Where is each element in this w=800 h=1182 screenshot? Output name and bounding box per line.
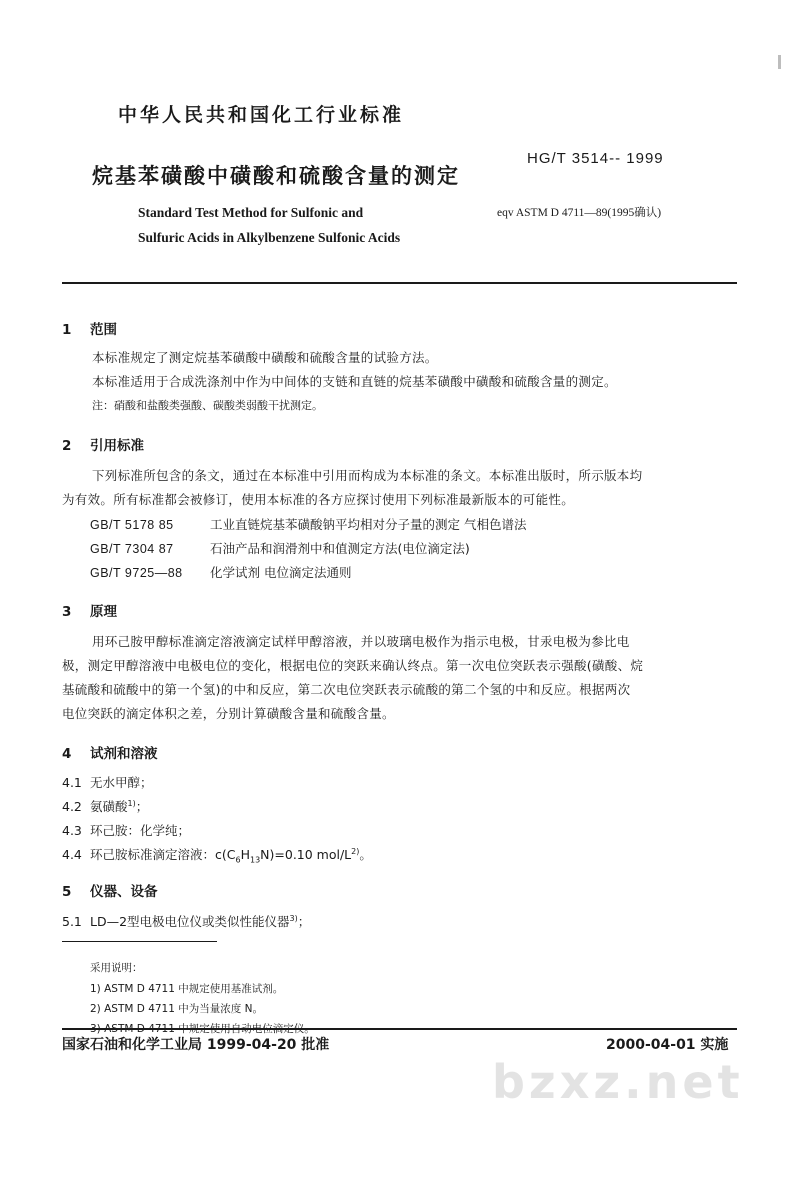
section-1-para-2: 本标准适用于合成洗涤剂中作为中间体的支链和直链的烷基苯磺酸中磺酸和硫酸含量的测定。 (92, 374, 617, 389)
reference-item: GB/T 7304 87 石油产品和润滑剂中和值测定方法(电位滴定法) (90, 541, 470, 556)
footer-rule (62, 1028, 737, 1030)
scan-mark (778, 55, 781, 69)
section-1-note: 注：硝酸和盐酸类强酸、碳酸类弱酸干扰测定。 (92, 399, 323, 412)
list-item: 4.4 环己胺标准滴定溶液：$c(C_6H_{13}N)=0.10$ mol/$L^{2)}$。 (62, 846, 372, 865)
approval-line: 国家石油和化学工业局 1999-04-20 批准 (62, 1037, 330, 1053)
section-5-heading: 5 仪器、设备 (62, 884, 158, 900)
section-3-line-1: 用环己胺甲醇标准滴定溶液滴定试样甲醇溶液，并以玻璃电极作为指示电极，甘汞电极为参比电 (92, 634, 630, 649)
effective-date: 2000-04-01 实施 (606, 1037, 729, 1053)
title-english-line-2: Sulfuric Acids in Alkylbenzene Sulfonic Acids (138, 230, 401, 245)
section-2-heading: 2 引用标准 (62, 438, 144, 454)
list-item: 4.1 无水甲醇； (62, 775, 153, 790)
reference-item: GB/T 9725—88 化学试剂 电位滴定法通则 (90, 565, 352, 580)
section-2-para-line-2: 为有效。所有标准都会被修订，使用本标准的各方应探讨使用下列标准最新版本的可能性。 (62, 492, 575, 507)
section-2-para-line-1: 下列标准所包含的条文，通过在本标准中引用而构成为本标准的条文。本标准出版时，所示版本均 (92, 468, 643, 483)
footnote-item: 1) ASTM D 4711 中规定使用基准试剂。 (90, 983, 284, 995)
title-chinese: 烷基苯磺酸中磺酸和硫酸含量的测定 (92, 164, 460, 188)
reference-item: GB/T 5178 85 工业直链烷基苯磺酸钠平均相对分子量的测定 气相色谱法 (90, 517, 527, 532)
section-4-heading: 4 试剂和溶液 (62, 746, 158, 762)
footnote-heading: 采用说明： (90, 962, 143, 974)
footnote-item: 2) ASTM D 4711 中为当量浓度 N。 (90, 1003, 263, 1015)
section-3-line-3: 基硫酸和硫酸中的第一个氢)的中和反应，第二次电位突跃表示硫酸的第二个氢的中和反应。根据两次 (62, 682, 631, 697)
footnote-rule (62, 941, 217, 942)
section-3-line-2: 极，测定甲醇溶液中电极电位的变化，根据电位的突跃来确认终点。第一次电位突跃表示强酸(磺酸、烷 (62, 658, 644, 673)
header-rule (62, 282, 737, 284)
title-english-line-1: Standard Test Method for Sulfonic and (138, 205, 364, 220)
section-1-heading: 1 范围 (62, 322, 117, 338)
section-1-para-1: 本标准规定了测定烷基苯磺酸中磺酸和硫酸含量的试验方法。 (92, 350, 438, 365)
list-item: 5.1 LD—2型电极电位仪或类似性能仪器$^{3)}$； (62, 913, 311, 929)
list-item: 4.3 环己胺：化学纯； (62, 823, 191, 838)
watermark: bzxz.net (492, 1055, 744, 1109)
issuing-org: 中华人民共和国化工行业标准 (118, 104, 405, 126)
equivalence-note: eqv ASTM D 4711—89(1995确认) (497, 207, 662, 219)
section-3-line-4: 电位突跃的滴定体积之差，分别计算磺酸含量和硫酸含量。 (62, 706, 395, 721)
standard-number: HG/T 3514-- 1999 (527, 150, 664, 167)
list-item: 4.2 氨磺酸$^{1)}$； (62, 798, 149, 814)
section-3-heading: 3 原理 (62, 604, 117, 620)
